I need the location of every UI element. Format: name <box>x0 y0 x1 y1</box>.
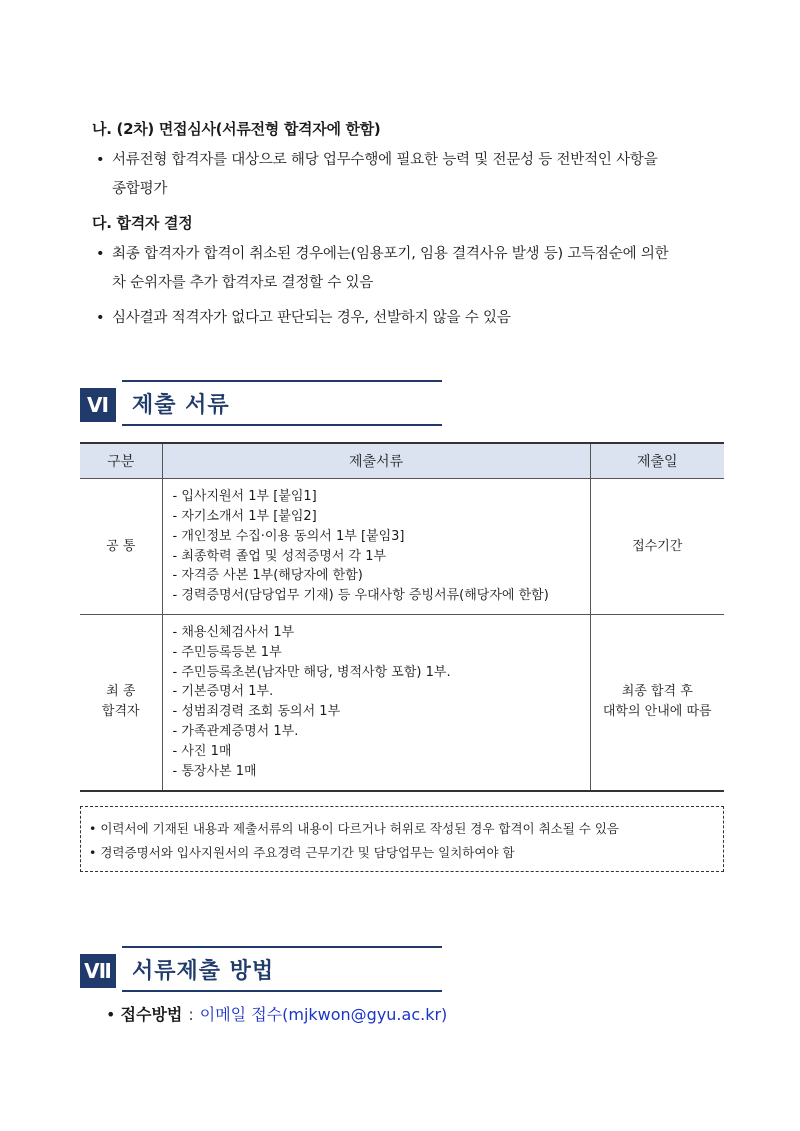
title-rule-bottom <box>122 990 442 992</box>
notice-box <box>80 806 724 872</box>
bullet-dot: • <box>96 310 105 326</box>
section-vii-header <box>80 946 442 992</box>
title-rule-bottom <box>122 424 442 426</box>
column-header: 제출서류 <box>162 443 590 479</box>
table-header-row <box>80 443 724 479</box>
section-number-badge: Ⅵ <box>80 388 116 422</box>
title-rule-top <box>122 946 442 948</box>
submission-date-cell: 접수기간 <box>590 479 724 615</box>
section-da-bullet-2: • 심사결과 적격자가 없다고 판단되는 경우, 선발하지 않을 수 있음 <box>96 304 736 333</box>
method-label: 접수방법 <box>120 1005 183 1024</box>
documents-cell <box>162 615 590 791</box>
category-cell: 최 종 합격자 <box>80 615 162 791</box>
document-item: - 개인정보 수집·이용 동의서 1부 [붙임3] <box>172 528 405 544</box>
section-title: 제출 서류 <box>132 393 230 418</box>
documents-table <box>80 442 724 792</box>
document-item: - 기본증명서 1부. <box>172 684 274 700</box>
document-item: - 자기소개서 1부 [붙임2] <box>172 508 317 524</box>
document-item: - 가족관계증명서 1부. <box>172 724 299 740</box>
documents-cell <box>162 479 590 615</box>
submission-date-cell: 최종 합격 후 대학의 안내에 따름 <box>590 615 724 791</box>
document-item: - 성범죄경력 조회 동의서 1부 <box>172 704 341 720</box>
column-header: 구분 <box>80 443 162 479</box>
section-vi-header <box>80 380 442 426</box>
document-item: - 자격증 사본 1부(해당자에 한함) <box>172 568 363 584</box>
document-item: - 통장사본 1매 <box>172 763 257 779</box>
notice-item: • 경력증명서와 입사지원서의 주요경력 근무기간 및 담당업무는 일치하여야 함 <box>89 845 515 860</box>
method-separator: : <box>188 1005 194 1024</box>
category-cell: 공 통 <box>80 479 162 615</box>
bullet-dot: • <box>106 1005 121 1024</box>
document-item: - 입사지원서 1부 [붙임1] <box>172 489 317 505</box>
document-item: - 채용신체검사서 1부 <box>172 625 295 641</box>
table-row <box>80 615 724 791</box>
title-rule-top <box>122 380 442 382</box>
section-na-bullet-1: • 서류전형 합격자를 대상으로 해당 업무수행에 필요한 능력 및 전문성 등 전반적인 사항을 종합평가 <box>96 146 736 204</box>
column-header: 제출일 <box>590 443 724 479</box>
section-na-heading: 나. (2차) 면접심사(서류전형 합격자에 한함) <box>92 120 381 138</box>
table-row <box>80 479 724 615</box>
section-da-bullet-1: • 최종 합격자가 합격이 취소된 경우에는(임용포기, 임용 결격사유 발생 등) 고득점순에 의한 차 순위자를 추가 합격자로 결정할 수 있음 <box>96 240 736 298</box>
section-number-badge: Ⅶ <box>80 954 116 988</box>
bullet-dot: • <box>96 152 105 168</box>
document-item: - 주민등록초본(남자만 해당, 병적사항 포함) 1부. <box>172 664 451 680</box>
document-item: - 경력증명서(담당업무 기재) 등 우대사항 증빙서류(해당자에 한함) <box>172 588 549 604</box>
bullet-dot: • <box>96 246 105 262</box>
section-da-heading: 다. 합격자 결정 <box>92 214 193 232</box>
submission-method <box>106 1002 447 1025</box>
notice-item: • 이력서에 기재된 내용과 제출서류의 내용이 다르거나 허위로 작성된 경우 합격이 취소될 수 있음 <box>89 821 619 836</box>
section-title: 서류제출 방법 <box>132 959 275 984</box>
document-item: - 주민등록등본 1부 <box>172 644 282 660</box>
document-item: - 사진 1매 <box>172 743 232 759</box>
document-item: - 최종학력 졸업 및 성적증명서 각 1부 <box>172 548 387 564</box>
email-link[interactable]: 이메일 접수(mjkwon@gyu.ac.kr) <box>199 1005 448 1024</box>
